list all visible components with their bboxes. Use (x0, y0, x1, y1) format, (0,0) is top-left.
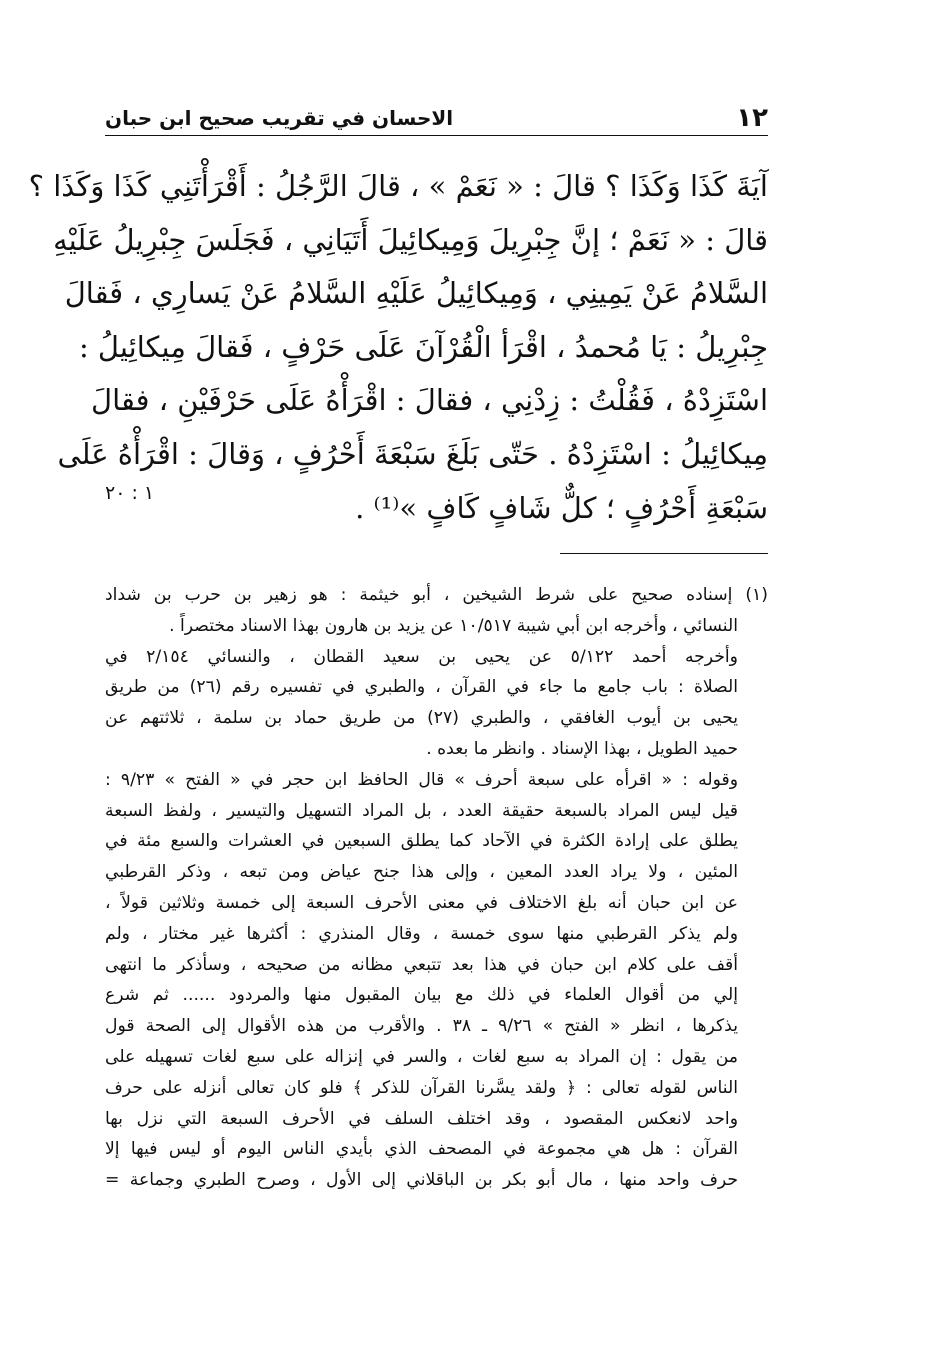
footnote-line: أقف على كلام ابن حبان في هذا بعد تتبعي مظانه من صحيحه ، وسأذكر ما انتهى (105, 954, 738, 975)
footnote-line: النسائي ، وأخرجه ابن أبي شيبة ١٠/٥١٧ عن يزيد بن هارون بهذا الاسناد مختصراً . (169, 615, 738, 636)
main-text-line: اسْتَزِدْهُ ، فَقُلْتُ : زِدْنِي ، فقالَ : اقْرَأْهُ عَلَى حَرْفَيْنِ ، فقالَ (91, 383, 768, 418)
footnote-line: الناس لقوله تعالى : ﴿ ولقد يسَّرنا القرآن للذكر ﴾ فلو كان تعالى أنزله على حرف (105, 1077, 738, 1098)
footnote-separator (560, 553, 768, 554)
running-title: الاحسان في تقريب صحيح ابن حبان (105, 106, 454, 130)
page-number: ١٢ (736, 103, 768, 133)
main-text-line: آيَةَ كَذَا وَكَذَا ؟ قالَ : « نَعَمْ » ، قالَ الرَّجُلُ : أَقْرَأْتَنِي كَذَا وَكَذَا ؟ (28, 169, 768, 203)
verse-reference: ١ : ٢٠ (105, 482, 155, 504)
footnote-line: (١) إسناده صحيح على شرط الشيخين ، أبو خيثمة : هو زهير بن حرب بن شداد (105, 585, 768, 605)
main-text-line: جِبْرِيلُ : يَا مُحمدُ ، اقْرَأ الْقُرْآنَ عَلَى حَرْفٍ ، فَقالَ مِيكائِيلُ : (78, 329, 768, 364)
footnote-line: يحيى بن أيوب الغافقي ، والطبري (٢٧) من طريق حماد بن سلمة ، ثلاثتهم عن (105, 708, 738, 729)
footnote-line: قيل ليس المراد بالسبعة حقيقة العدد ، بل المراد التسهيل والتيسير ، ولفظ السبعة (105, 800, 738, 821)
main-text-line: السَّلامُ عَنْ يَمِينِي ، وَمِيكائِيلُ عَلَيْهِ السَّلامُ عَنْ يَسارِي ، فَقالَ (64, 276, 768, 311)
footnote-line: إلي من أقوال العلماء في ذلك مع بيان المقبول منها والمردود ...... ثم شرع (105, 985, 738, 1006)
footnote-line: يذكرها ، انظر « الفتح » ٩/٢٦ ـ ٣٨ . والأقرب من هذه الأقوال إلى الصحة قول (105, 1016, 738, 1037)
main-text-line: سَبْعَةِ أَحْرُفٍ ؛ كلٌّ شَافٍ كَافٍ »⁽¹⁾ . (355, 490, 768, 525)
main-text-line: مِيكائِيلُ : اسْتَزِدْهُ . حَتّى بَلَغَ سَبْعَةَ أَحْرُفٍ ، وَقالَ : اقْرَأْهُ عَلَى (57, 436, 768, 471)
footnote-line: من يقول : إن المراد به سبع لغات ، والسر في إنزاله على سبع لغات تسهيله على (105, 1046, 738, 1067)
footnote-line: حميد الطويل ، بهذا الإسناد . وانظر ما بعده . (426, 738, 738, 759)
footnote-line: وقوله : « اقرأه على سبعة أحرف » قال الحافظ ابن حجر في « الفتح » ٩/٢٣ : (105, 769, 739, 790)
footnote-line: الصلاة : باب جامع ما جاء في القرآن ، والطبري في تفسيره رقم (٢٦) من طريق (105, 677, 738, 698)
footnote-line: المئين ، ولا يراد العدد المعين ، وإلى هذا جنح عياض ومن تبعه ، وذكر القرطبي (105, 862, 738, 883)
footnote-line: القرآن : هل هي مجموعة في المصحف الذي بأيدي الناس اليوم أو ليس فيها إلا (105, 1139, 738, 1160)
page-header (105, 103, 768, 136)
footnote-line: وأخرجه أحمد ٥/١٢٢ عن يحيى بن سعيد القطان ، والنسائي ٢/١٥٤ في (105, 646, 738, 667)
main-text (28, 160, 768, 535)
footnote-line: يطلق على إرادة الكثرة في الآحاد كما يطلق السبعين في العشرات والسبع مئة في (105, 831, 738, 852)
footnote-line: واحد لانعكس المقصود ، وقد اختلف السلف في الأحرف السبعة التي نزل بها (105, 1108, 738, 1129)
main-text-line: قالَ : « نَعَمْ ؛ إنَّ جِبْرِيلَ وَمِيكائِيلَ أَتَيَانِي ، فَجَلَسَ جِبْرِيلُ عَلَيْهِ (53, 222, 768, 257)
footnote-line: حرف واحد منها ، مال أبو بكر بن الباقلاني إلى الأول ، وصرح الطبري وجماعة = (105, 1170, 738, 1191)
footnote-line: عن ابن حبان أنه بلغ الاختلاف في معنى الأحرف السبعة إلى خمسة وثلاثين قولاً ، (105, 892, 738, 913)
footnote-line: ولم يذكر القرطبي منها سوى خمسة ، وقال المنذري : أكثرها غير مختار ، ولم (105, 923, 738, 944)
footnotes (105, 580, 768, 1196)
